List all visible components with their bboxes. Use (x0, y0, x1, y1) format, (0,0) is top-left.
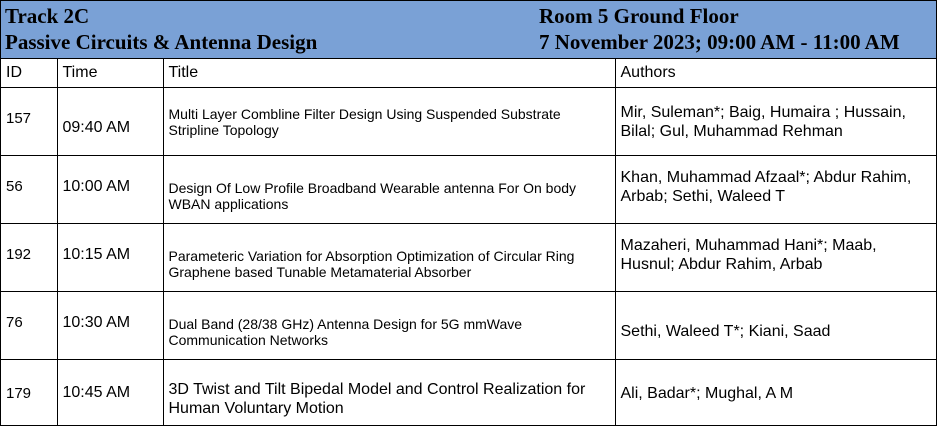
session-banner (1, 1, 936, 59)
room-label: Room 5 Ground Floor (539, 4, 739, 28)
table-row (1, 360, 936, 427)
paper-title: Parameteric Variation for Absorption Optimization of Circular Ring Graphene based Tunable Metamaterial Absorber (163, 224, 615, 292)
table-row (1, 224, 936, 292)
paper-authors: Ali, Badar*; Mughal, A M (615, 360, 936, 427)
column-header-authors: Authors (615, 59, 936, 88)
paper-authors: Khan, Muhammad Afzaal*; Abdur Rahim, Arbab; Sethi, Waleed T (615, 156, 936, 224)
column-header-title: Title (163, 59, 615, 88)
paper-time: 10:00 AM (57, 156, 163, 224)
paper-title: Dual Band (28/38 GHz) Antenna Design for 5G mmWave Communication Networks (163, 292, 615, 360)
paper-title: Multi Layer Combline Filter Design Using Suspended Substrate Stripline Topology (163, 88, 615, 156)
session-datetime: 7 November 2023; 09:00 AM - 11:00 AM (539, 30, 900, 54)
paper-id: 192 (1, 224, 57, 292)
paper-title: Design Of Low Profile Broadband Wearable antenna For On body WBAN applications (163, 156, 615, 224)
paper-id: 56 (1, 156, 57, 224)
table-row (1, 156, 936, 224)
paper-authors: Mazaheri, Muhammad Hani*; Maab, Husnul; Abdur Rahim, Arbab (615, 224, 936, 292)
paper-title: 3D Twist and Tilt Bipedal Model and Control Realization for Human Voluntary Motion (163, 360, 615, 427)
paper-time: 10:45 AM (57, 360, 163, 427)
session-title: Passive Circuits & Antenna Design (5, 30, 318, 54)
column-header-id: ID (1, 59, 57, 88)
paper-authors: Sethi, Waleed T*; Kiani, Saad (615, 292, 936, 360)
paper-authors: Mir, Suleman*; Baig, Humaira ; Hussain, Bilal; Gul, Muhammad Rehman (615, 88, 936, 156)
table-header-row (1, 59, 936, 88)
table-row (1, 88, 936, 156)
paper-id: 179 (1, 360, 57, 427)
paper-time: 09:40 AM (57, 88, 163, 156)
paper-id: 157 (1, 88, 57, 156)
column-header-time: Time (57, 59, 163, 88)
track-label: Track 2C (5, 4, 90, 28)
paper-id: 76 (1, 292, 57, 360)
papers-table (1, 59, 936, 426)
paper-time: 10:15 AM (57, 224, 163, 292)
table-row (1, 292, 936, 360)
paper-time: 10:30 AM (57, 292, 163, 360)
